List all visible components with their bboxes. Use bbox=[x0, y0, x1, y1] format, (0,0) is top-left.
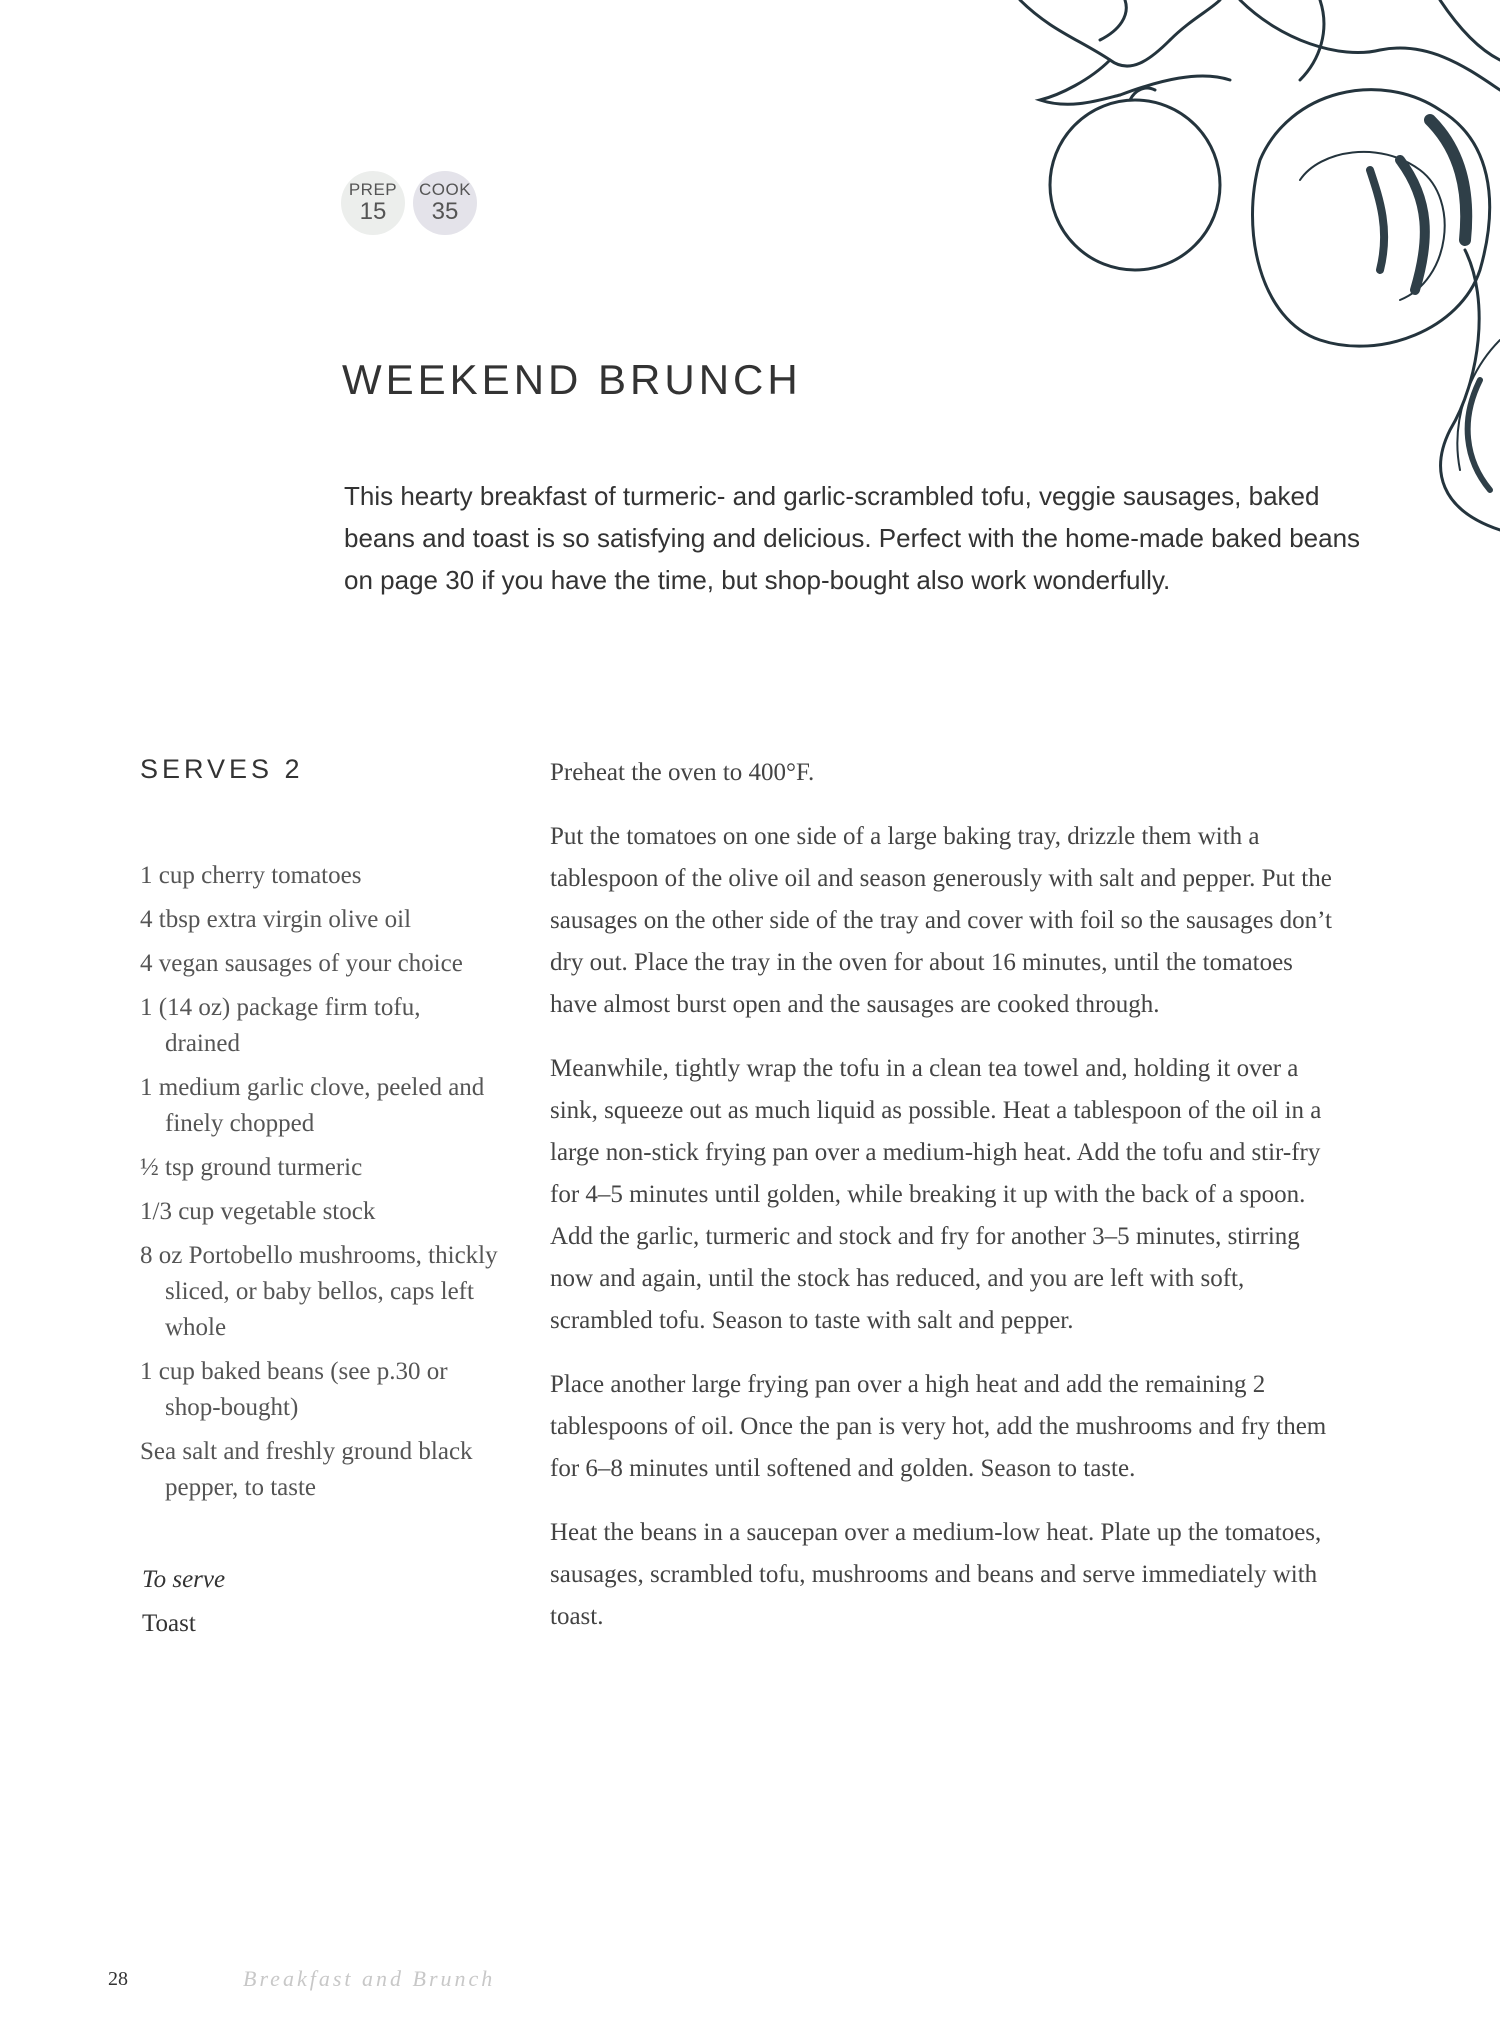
method-step: Meanwhile, tightly wrap the tofu in a clean tea towel and, holding it over a sink, squeeze out as much liquid as possible. Heat a tablespoon of the oil in a large non-stick frying pan over a medium-high heat. Add the tofu and stir-fry for 4–5 minutes until golden, while breaking it up with the back of a spoon. Add the garlic, turmeric and stock and fry for another 3–5 minutes, stirring now and again, until the stock has reduced, and you are left with soft, scrambled tofu. Season to taste with salt and pepper. bbox=[550, 1055, 1322, 1334]
tomato-right bbox=[1253, 90, 1490, 347]
prep-value: 15 bbox=[359, 198, 387, 225]
page-number: 28 bbox=[108, 1968, 128, 1990]
recipe-title: WEEKEND BRUNCH bbox=[342, 356, 802, 403]
ingredient-item: 4 tbsp extra virgin olive oil bbox=[140, 906, 412, 933]
ingredient-item: ½ tsp ground turmeric bbox=[140, 1154, 363, 1181]
cook-value: 35 bbox=[431, 198, 459, 225]
ingredient-item: 1/3 cup vegetable stock bbox=[140, 1198, 376, 1225]
section-name: Breakfast and Brunch bbox=[243, 1966, 496, 1991]
ingredient-item: 1 cup baked beans (see p.30 or shop-bought) bbox=[140, 1358, 448, 1421]
cook-time-badge bbox=[413, 171, 477, 235]
prep-label: PREP bbox=[348, 180, 398, 199]
prep-time-badge bbox=[341, 171, 405, 235]
method-steps bbox=[550, 752, 1340, 1660]
method-step: Preheat the oven to 400°F. bbox=[550, 759, 815, 786]
method-step: Heat the beans in a saucepan over a medium-low heat. Plate up the tomatoes, sausages, scrambled tofu, mushrooms and beans and serve immediately with toast. bbox=[550, 1519, 1322, 1630]
recipe-intro: This hearty breakfast of turmeric- and garlic-scrambled tofu, veggie sausages, baked beans and toast is so satisfying and delicious. Perfect with the home-made baked beans on page 30 if you have the time, but shop-bought also work wonderfully. bbox=[344, 481, 1361, 595]
method-step: Place another large frying pan over a high heat and add the remaining 2 tablespoons of oil. Once the pan is very hot, add the mushrooms and fry them for 6–8 minutes until softened and golden. Season to taste. bbox=[550, 1371, 1327, 1482]
ingredient-item: 1 cup cherry tomatoes bbox=[140, 862, 362, 889]
cook-label: COOK bbox=[418, 180, 472, 199]
method-step: Put the tomatoes on one side of a large baking tray, drizzle them with a tablespoon of the olive oil and season generously with salt and pepper. Put the sausages on the other side of the tray and cover with foil so the sausages don’t dry out. Place the tray in the oven for about 16 minutes, until the tomatoes have almost burst open and the sausages are cooked through. bbox=[550, 823, 1332, 1018]
serves-heading: SERVES 2 bbox=[140, 754, 304, 784]
ingredient-item: 4 vegan sausages of your choice bbox=[140, 950, 463, 977]
time-badges bbox=[341, 171, 477, 235]
ingredient-item: 8 oz Portobello mushrooms, thickly sliced, or baby bellos, caps left whole bbox=[140, 1242, 498, 1341]
tomato-left bbox=[1050, 100, 1220, 270]
to-serve-item: Toast bbox=[142, 1610, 196, 1637]
to-serve-label: To serve bbox=[142, 1566, 226, 1593]
ingredient-item: 1 medium garlic clove, peeled and finely chopped bbox=[140, 1074, 485, 1137]
ingredient-item: Sea salt and freshly ground black pepper, to taste bbox=[140, 1438, 473, 1501]
ingredient-list bbox=[140, 858, 500, 1514]
ingredient-item: 1 (14 oz) package firm tofu, drained bbox=[140, 994, 421, 1057]
